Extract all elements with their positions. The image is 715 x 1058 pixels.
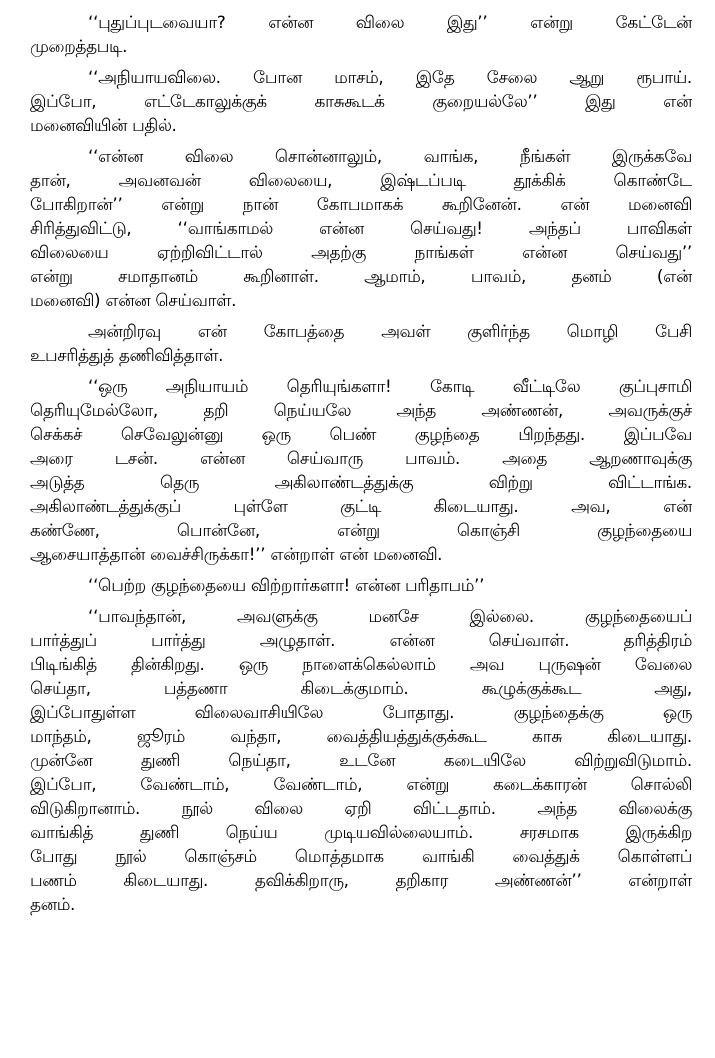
paragraph (30, 65, 692, 137)
text-line: அரை டசன். என்ன செய்வாரு பாவம். அதை ஆறணாவுக்கு (30, 448, 692, 468)
text-line: இப்போ, எட்டேகாலுக்குக் காசுகூடக் குறையல்லே’’ இது என் (30, 91, 692, 111)
text-line: ஆசையாத்தான் வைச்சிருக்கா!’’ என்றாள் என் மனைவி. (30, 544, 443, 564)
text-line: மனைவியின் பதில். (30, 115, 177, 135)
paragraph (30, 319, 692, 367)
text-line: தனம். (30, 894, 76, 914)
text-line: ‘‘பெற்ற குழந்தையை விற்றார்களா! என்ன பரிதாபம்’’ (88, 575, 485, 595)
text-line: பிடிங்கித் தின்கிறது. ஒரு நாளைக்கெல்லாம் அவ புருஷன் வேலை (30, 654, 692, 674)
paragraph (30, 573, 692, 597)
text-line: அகிலாண்டத்துக்குப் புள்ளே குட்டி கிடையாது. அவ, என் (30, 496, 692, 516)
text-line: கண்ணே, பொன்னே, என்று கொஞ்சி குழந்தையை (30, 520, 692, 540)
text-line: சிரித்துவிட்டு, ‘‘வாங்காமல் என்ன செய்வது! அந்தப் பாவிகள் (30, 218, 692, 238)
paragraph (30, 604, 692, 916)
text-line: தான், அவனவன் விலையை, இஷ்டப்படி தூக்கிக் கொண்டே (30, 170, 692, 190)
text-line: முறைத்தபடி. (30, 36, 128, 56)
text-line: செக்கச் செவேலுன்னு ஒரு பெண் குழந்தை பிறந்தது. இப்பவே (30, 424, 692, 444)
text-line: ‘‘புதுப்புடவையா? என்ன விலை இது’’ என்று கேட்டேன் (88, 12, 692, 32)
text-line: உபசரித்துத் தணிவித்தாள். (30, 345, 224, 365)
document-page (30, 10, 692, 923)
text-line: முன்னே துணி நெய்தா, உடனே கடையிலே விற்றுவிடுமாம். (30, 750, 692, 770)
text-line: என்று சமாதானம் கூறினாள். ஆமாம், பாவம், தனம் (என் (30, 266, 692, 286)
text-line: அடுத்த தெரு அகிலாண்டத்துக்கு விற்று விட்டாங்க. (30, 472, 692, 492)
text-line: விலையை ஏற்றிவிட்டால் அதற்கு நாங்கள் என்ன செய்வது’’ (30, 242, 692, 262)
text-line: பார்த்துப் பார்த்து அழுதாள். என்ன செய்வாள். தரித்திரம் (30, 630, 692, 650)
text-line: மனைவி) என்ன செய்வாள். (30, 290, 237, 310)
paragraph (30, 10, 692, 58)
text-line: அன்றிரவு என் கோபத்தை அவள் குளிர்ந்த மொழி பேசி (88, 321, 692, 341)
story-text (30, 10, 692, 916)
text-line: ‘‘பாவந்தான், அவளுக்கு மனசே இல்லை. குழந்தையைப் (88, 606, 692, 626)
text-line: தெரியுமேல்லோ, தறி நெய்யலே அந்த அண்ணன், அவருக்குச் (30, 400, 692, 420)
text-line: இப்போதுள்ள விலைவாசியிலே போதாது. குழந்தைக்கு ஒரு (30, 702, 692, 722)
paragraph (30, 144, 692, 312)
text-line: ‘‘என்ன விலை சொன்னாலும், வாங்க, நீங்கள் இருக்கவே (88, 146, 692, 166)
text-line: பணம் கிடையாது. தவிக்கிறாரு, தறிகார அண்ணன்’’ என்றாள் (30, 870, 692, 890)
text-line: இப்போ, வேண்டாம், வேண்டாம், என்று கடைக்காரன் சொல்லி (30, 774, 692, 794)
text-line: ‘‘ஒரு அநியாயம் தெரியுங்களா! கோடி வீட்டிலே குப்புசாமி (88, 376, 692, 396)
text-line: போகிறான்’’ என்று நான் கோபமாகக் கூறினேன். என் மனைவி (30, 194, 692, 214)
text-line: மாந்தம், ஜூரம் வந்தா, வைத்தியத்துக்குக்கூட காசு கிடையாது. (30, 726, 692, 746)
text-line: செய்தா, பத்தணா கிடைக்குமாம். கூழுக்குக்கூட அது, (30, 678, 692, 698)
paragraph (30, 374, 692, 566)
text-line: விடுகிறானாம். நூல் விலை ஏறி விட்டதாம். அந்த விலைக்கு (30, 798, 692, 818)
text-line: வாங்கித் துணி நெய்ய முடியவில்லையாம். சரசமாக இருக்கிற (30, 822, 692, 842)
text-line: ‘‘அநியாயவிலை. போன மாசம், இதே சேலை ஆறு ரூபாய். (88, 67, 692, 87)
text-line: போது நூல் கொஞ்சம் மொத்தமாக வாங்கி வைத்துக் கொள்ளப் (30, 846, 692, 866)
